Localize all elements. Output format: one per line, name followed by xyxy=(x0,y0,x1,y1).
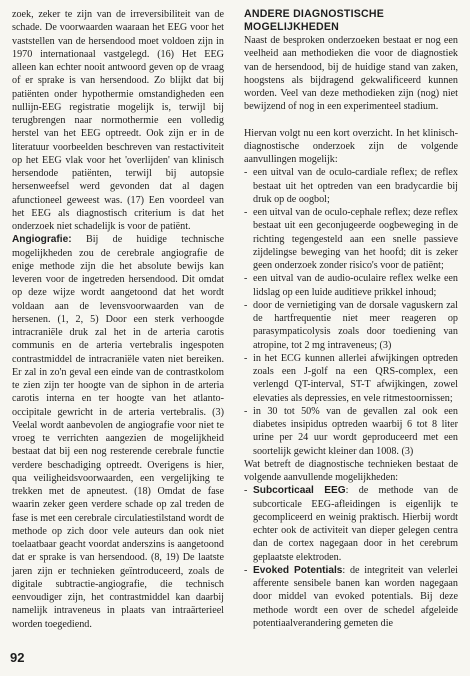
paragraph-eeg: zoek, zeker te zijn van de irreversibiliteit van de schade. De voorwaarden waaraan het EEG voor het vaststellen van de hersendood moet voldoen zijn in 1970 internationaal vastgelegd. (16) Het EEG alleen kan echter nooit antwoord geven op de vraag of er sprake is van hersendood. Zo blijkt dat bij patiënten onder hypothermie omstandigheden een nullijn-EEG registratie mogelijk is, terwijl bij terugbrengen naar normothermie een volledig herstel van het EEG optreedt. Ook zijn er in de literatuur voorbeelden beschreven van restactiviteit op het EEG vlak voor het 'overlijden' van klinisch hersendode patiënten, terwijl bij autopsie hersenweefsel werd gevonden dat al dagen afunctioneel geweest was. (17) Een voordeel van het EEG als diagnostisch criterium is dat het onderzoek niet schadelijk is voor de patiënt. xyxy=(12,9,224,232)
list-item xyxy=(244,484,458,564)
paragraph-angiografie xyxy=(12,233,224,631)
list-item: - een uitval van de oculo-cardiale reflex; de reflex bestaat uit het optreden van een bradycardie bij druk op de oogbol; xyxy=(244,166,458,206)
overview-paragraph: Hiervan volgt nu een kort overzicht. In het klinisch-diagnostische onderzoek zijn de volgende aanvullingen mogelijk: xyxy=(244,127,458,165)
left-column xyxy=(12,8,224,631)
list-item: - in 30 tot 50% van de gevallen zal ook een diabetes insipidus optreden waarbij 6 tot 8 liter urine per 24 uur wordt geproduceerd met een soortelijk gewicht kleiner dan 1008. (3) xyxy=(244,405,458,458)
technique-title: Subcorticaal EEG xyxy=(253,485,346,497)
section-heading: ANDERE DIAGNOSTISCHE MOGELIJKHEDEN xyxy=(244,8,384,33)
technique-body: : de integriteit van velerlei afferente sensibele banen kan worden nagegaan door middel van evoked potentials. Bij deze methode wordt een over de schedel afgeleide potentiaalverandering gemeten die xyxy=(253,564,458,629)
angiografie-body: Bij de huidige technische mogelijkheden zou de cerebrale angiografie de enige methode zijn die het absolute bewijs kan leveren voor de ingetreden hersendood. Dit omdat op deze wijze wordt aangetoond dat het wordt voldaan aan de levensvoorwaarden van de hersenen. (1, 2, 5) Door een sterk verhoogde intracraniële druk zal het in de arteria carotis communis en de arteria vertebralis ingespoten contrastmiddel de intracraniële vaten niet bereiken. Er zal in zo'n geval een einde van de contrastkolom te zien zijn ter hoogte van de siphon in de arteria carotis interna en ter hoogte van het atlanto-occipitale gewricht in de arteria vertebralis. (3) Veelal wordt aanbevolen de angiografie voor niet te vroeg te verrichten aangezien de mogelijkheid bestaat dat bij een nog resterende cerebrale functie verdere beschadiging optreedt. Overigens is hier, qua veiligheidsvoorwaarden, een vergelijking te trekken met de apneutest. (18) Omdat de fase waarin zeker geen verdere schade op zal treden de fase is met een cerebrale circulatiestilstand wordt de methode op zich door vele auteurs dan ook niet toelaatbaar geacht voordat anderszins is aangetoond dat er sprake is van hersendood. (8, 19) De laatste jaren zijn er technieken geïntroduceerd, zoals de digitale subtractie-angiografie, die technisch eenvoudiger zijn, het contrastmiddel kan daarbij namelijk intraveneus in plaats van intraärterieel worden toegediend. xyxy=(12,234,224,630)
technique-body: : de methode van de subcorticale EEG-afleidingen is eigenlijk te gecompliceerd en weinig praktisch. Hierbij wordt echter ook de activiteit van dieper gelegen centra dan de cortex nagegaan door in het cerebrum geplaatste elektroden. xyxy=(253,485,458,563)
list-item xyxy=(244,564,458,630)
list-item: - een uitval van de audio-oculaire reflex welke een lidslag op een luide auditieve prikkel inhoud; xyxy=(244,272,458,299)
page-number: 92 xyxy=(10,650,25,665)
technique-title: Evoked Potentials xyxy=(253,564,343,576)
techniques-paragraph: Wat betreft de diagnostische technieken bestaat de volgende aanvullende mogelijkheden: xyxy=(244,458,458,483)
list-item: - in het ECG kunnen allerlei afwijkingen optreden zoals een J-golf na een QRS-complex, een verlengd QT-interval, ST-T afwijkingen, zowel elevaties als depressies, en vele ritmestoornissen; xyxy=(244,352,458,405)
right-column xyxy=(244,8,458,630)
angiografie-title: Angiografie: xyxy=(12,234,72,246)
list-item: - een uitval van de oculo-cephale reflex; deze reflex bestaat uit een geconjugeerde oogbeweging in de richting tegengesteld aan een snelle passieve zijdelingse beweging van het hoofd; dit is zeker geen onderzoek zonder risico's voor de patiënt; xyxy=(244,206,458,272)
techniques-list xyxy=(244,484,458,630)
clinical-list xyxy=(244,166,458,458)
list-item: - door de vernietiging van de dorsale vaguskern zal de hartfrequentie niet meer reageren op parasympaticolysis zoals door toediening van atropine, tot 2 mg intraveneus; (3) xyxy=(244,299,458,352)
intro-paragraph: Naast de besproken onderzoeken bestaat er nog een veelheid aan methodieken die voor de diagnostiek van de hersendood, bij de huidige stand van zaken, hoogstens als bijdragend gekwalificeerd kunnen worden. Veel van deze methodieken zijn (nog) niet bewijzend of nog in een experimenteel stadium. xyxy=(244,35,458,113)
